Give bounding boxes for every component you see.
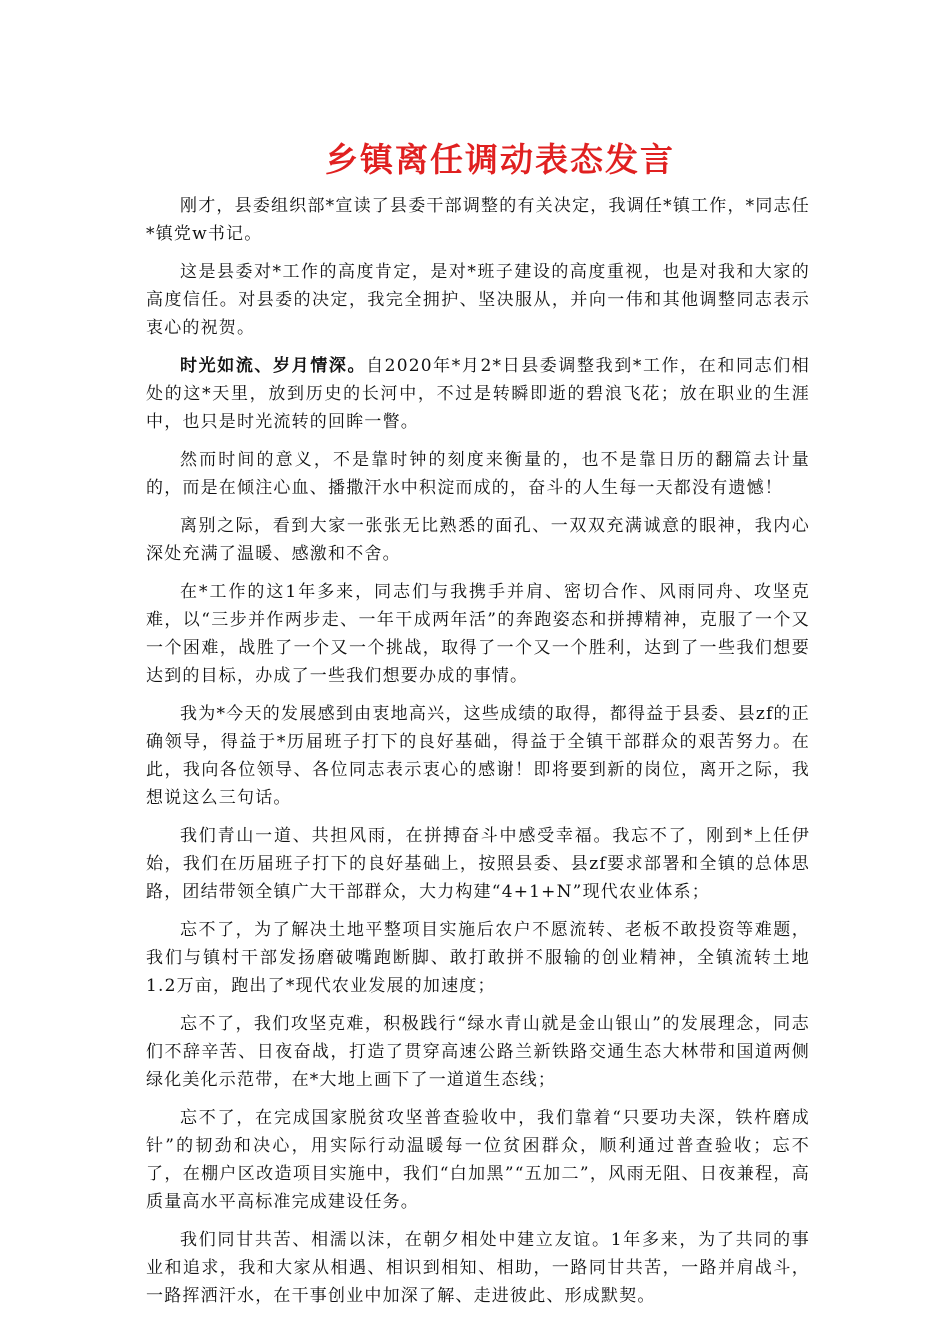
paragraph-9: 忘不了，为了解决土地平整项目实施后农户不愿流转、老板不敢投资等难题，我们与镇村干部发扬磨破嘴跑断脚、敢打敢拼不服输的创业精神，全镇流转土地1.2万亩，跑出了*现代农业发展的加速度； xyxy=(146,920,810,996)
paragraph-2: 这是县委对*工作的高度肯定，是对*班子建设的高度重视，也是对我和大家的高度信任。对县委的决定，我完全拥护、坚决服从，并向一伟和其他调整同志表示衷心的祝贺。 xyxy=(146,262,810,338)
paragraph-6: 在*工作的这1年多来，同志们与我携手并肩、密切合作、风雨同舟、攻坚克难，以“三步并作两步走、一年干成两年活”的奔跑姿态和拼搏精神，克服了一个又一个困难，战胜了一个又一个挑战，取得了一个又一个胜利，达到了一些我们想要达到的目标，办成了一些我们想要办成的事情。 xyxy=(146,582,810,686)
document-title: 乡镇离任调动表态发言 xyxy=(325,140,675,179)
paragraph-8: 我们青山一道、共担风雨，在拼搏奋斗中感受幸福。我忘不了，刚到*上任伊始，我们在历届班子打下的良好基础上，按照县委、县zf要求部署和全镇的总体思路，团结带领全镇广大干部群众，大力构建“4+1+N”现代农业体系； xyxy=(146,826,810,902)
paragraph-7: 我为*今天的发展感到由衷地高兴，这些成绩的取得，都得益于县委、县zf的正确领导，得益于*历届班子打下的良好基础，得益于全镇干部群众的艰苦努力。在此，我向各位领导、各位同志表示衷心的感谢！即将要到新的岗位，离开之际，我想说这么三句话。 xyxy=(146,704,810,808)
document-body xyxy=(146,192,810,1320)
paragraph-3: 时光如流、岁月情深。自2020年*月2*日县委调整我到*工作，在和同志们相处的这*天里，放到历史的长河中，不过是转瞬即逝的碧浪飞花；放在职业的生涯中，也只是时光流转的回眸一瞥。 xyxy=(146,356,811,432)
paragraph-5: 离别之际，看到大家一张张无比熟悉的面孔、一双双充满诚意的眼神，我内心深处充满了温暖、感激和不舍。 xyxy=(146,516,810,564)
paragraph-11: 忘不了，在完成国家脱贫攻坚普查验收中，我们靠着“只要功夫深，铁杵磨成针”的韧劲和决心，用实际行动温暖每一位贫困群众，顺利通过普查验收；忘不了，在棚户区改造项目实施中，我们“白加黑”“五加二”，风雨无阻、日夜兼程，高质量高水平高标准完成建设任务。 xyxy=(146,1108,810,1212)
paragraph-12: 我们同甘共苦、相濡以沫，在朝夕相处中建立友谊。1年多来，为了共同的事业和追求，我和大家从相遇、相识到相知、相助，一路同甘共苦，一路并肩战斗，一路挥洒汗水，在干事创业中加深了解、走进彼此、形成默契。 xyxy=(146,1230,810,1306)
paragraph-10: 忘不了，我们攻坚克难，积极践行“绿水青山就是金山银山”的发展理念，同志们不辞辛苦、日夜奋战，打造了贯穿高速公路兰新铁路交通生态大林带和国道两侧绿化美化示范带，在*大地上画下了一道道生态线； xyxy=(146,1014,810,1090)
paragraph-1: 刚才，县委组织部*宣读了县委干部调整的有关决定，我调任*镇工作，*同志任*镇党w书记。 xyxy=(146,196,810,244)
paragraph-lead-phrase: 时光如流、岁月情深。 xyxy=(180,356,367,376)
paragraph-4: 然而时间的意义，不是靠时钟的刻度来衡量的，也不是靠日历的翻篇去计量的，而是在倾注心血、播撒汗水中积淀而成的，奋斗的人生每一天都没有遗憾！ xyxy=(146,450,810,498)
